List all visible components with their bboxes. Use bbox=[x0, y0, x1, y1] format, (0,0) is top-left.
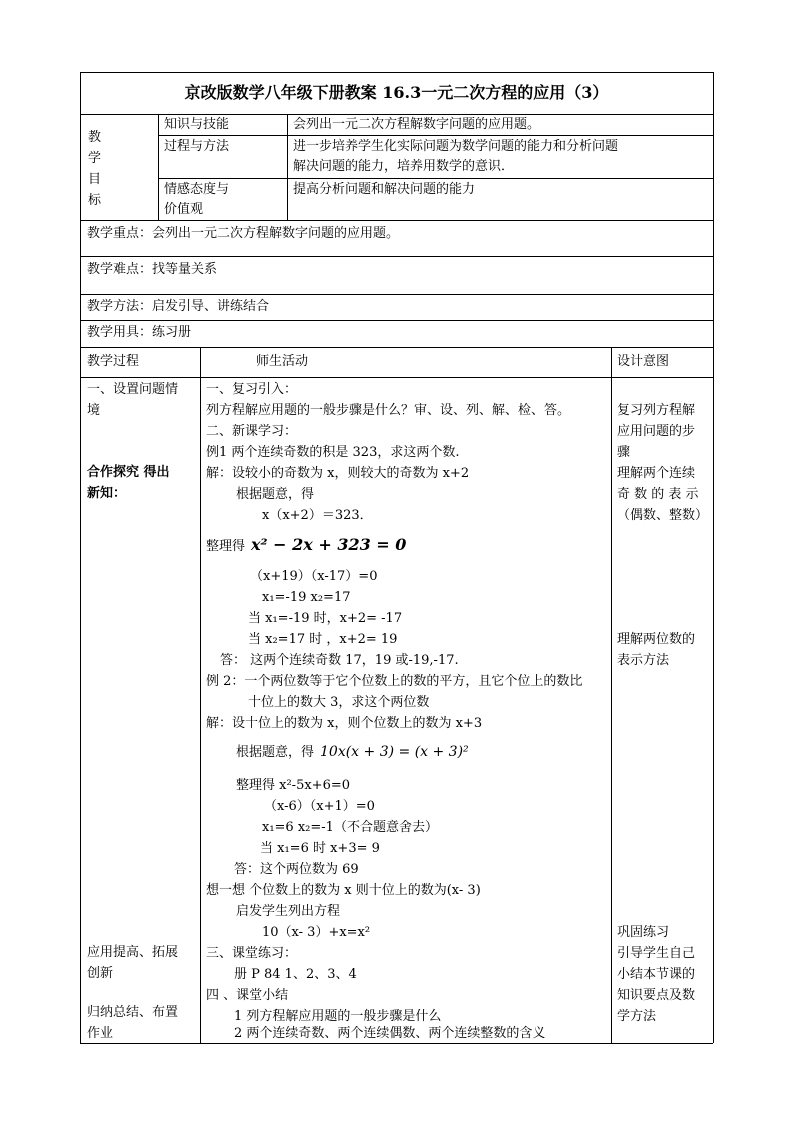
process-header-col1: 教学过程 bbox=[87, 354, 140, 369]
table-rule bbox=[158, 135, 713, 136]
objectives-label bbox=[88, 127, 118, 211]
difficulty: 教学难点：找等量关系 bbox=[87, 262, 218, 277]
equation-example2: 10x(x + 3) = (x + 3)² bbox=[320, 744, 469, 760]
activity-line: 当 x₂=17 时 ，x+2= 19 bbox=[248, 632, 398, 647]
page-title: 京改版数学八年级下册教案 16.3一元二次方程的应用（3） bbox=[184, 83, 609, 102]
activity-line: 整理得 x²-5x+6=0 bbox=[236, 778, 350, 793]
activity-line: 2 两个连续奇数、两个连续偶数、两个连续整数的含义 bbox=[234, 1026, 546, 1041]
table-right-border bbox=[713, 72, 714, 1043]
stage-3-line1: 应用提高、拓展 bbox=[87, 945, 179, 960]
table-rule bbox=[80, 320, 713, 321]
table-rule bbox=[80, 220, 713, 221]
objective-content-attitude: 提高分析问题和解决问题的能力 bbox=[293, 182, 476, 197]
stage-4-line1: 归纳总结、布置 bbox=[87, 1005, 179, 1020]
activity-line: 1 列方程解应用题的一般步骤是什么 bbox=[234, 1009, 442, 1024]
activity-line: x₁=6 x₂=-1（不合题意舍去） bbox=[262, 820, 438, 835]
table-rule bbox=[200, 347, 201, 1043]
design-line: 复习列方程解 bbox=[617, 403, 696, 418]
table-rule bbox=[80, 294, 713, 295]
activity-line: 例1 两个连续奇数的积是 323，求这两个数. bbox=[206, 445, 460, 460]
design-line: 奇 数 的 表 示 bbox=[617, 487, 699, 502]
process-header-col3: 设计意图 bbox=[617, 354, 670, 369]
stage-1-line1: 一、设置问题情 bbox=[87, 382, 179, 397]
equation-example1: x² − 2x + 323 = 0 bbox=[251, 535, 407, 554]
method: 教学方法：启发引导、讲练结合 bbox=[87, 299, 270, 314]
activity-line: 三、课堂练习： bbox=[206, 946, 298, 961]
activity-line: （x-6）（x+1）=0 bbox=[264, 799, 375, 814]
activity-line: 当 x₁=-19 时，x+2= -17 bbox=[248, 611, 403, 626]
activity-line: 10（x- 3）+x=x² bbox=[262, 925, 371, 940]
activity-line: （x+19）（x-17）=0 bbox=[250, 569, 378, 584]
objective-name-knowledge: 知识与技能 bbox=[164, 117, 230, 132]
design-line: （偶数、整数） bbox=[617, 508, 709, 523]
objectives-label-char: 学 bbox=[88, 151, 102, 166]
objective-name-process: 过程与方法 bbox=[164, 139, 230, 154]
design-line: 表示方法 bbox=[617, 653, 670, 668]
activity-line: 根据题意，得 bbox=[236, 745, 315, 760]
activity-line: x（x+2）＝323． bbox=[262, 508, 373, 523]
key-point: 教学重点：会列出一元二次方程解数字问题的应用题。 bbox=[87, 226, 400, 241]
activity-line: 四 、课堂小结 bbox=[206, 988, 289, 1003]
activity-line: x₁=-19 x₂=17 bbox=[262, 590, 351, 605]
table-rule bbox=[158, 178, 713, 179]
activity-line: 启发学生列出方程 bbox=[236, 904, 341, 919]
objective-name-attitude: 情感态度与 bbox=[164, 182, 230, 197]
activity-line: 例 2：一个两位数等于它个位数上的数的平方，且它个位上的数比 bbox=[206, 674, 583, 689]
objectives-label-char: 教 bbox=[88, 130, 102, 145]
table-rule bbox=[287, 114, 288, 220]
activity-line: 册 P 84 1、2、3、4 bbox=[234, 967, 357, 982]
design-line: 学方法 bbox=[617, 1009, 657, 1024]
design-line: 引导学生自己 bbox=[617, 946, 696, 961]
design-line: 小结本节课的 bbox=[617, 967, 696, 982]
objective-content-process-2: 解决问题的能力，培养用数学的意识． bbox=[293, 159, 515, 174]
design-line: 理解两位数的 bbox=[617, 632, 696, 647]
objective-name-attitude-2: 价值观 bbox=[164, 202, 204, 217]
table-rule bbox=[80, 256, 713, 257]
table-rule bbox=[80, 347, 713, 348]
process-header-col2: 师生活动 bbox=[256, 354, 309, 369]
table-rule bbox=[158, 114, 159, 220]
activity-line: 想一想 个位数上的数为 x 则十位上的数为(x- 3) bbox=[206, 883, 481, 898]
stage-1-line2: 境 bbox=[87, 403, 101, 418]
activity-line: 答： 这两个连续奇数 17，19 或-19,-17. bbox=[220, 653, 459, 668]
tools: 教学用具：练习册 bbox=[87, 325, 192, 340]
design-line: 理解两个连续 bbox=[617, 466, 696, 481]
design-line: 骤 bbox=[617, 445, 631, 460]
activity-line: 二、新课学习： bbox=[206, 424, 298, 439]
table-left-border bbox=[80, 72, 81, 1043]
activity-line: 十位上的数大 3，求这个两位数 bbox=[248, 695, 430, 710]
objectives-label-char: 目 bbox=[88, 172, 102, 187]
objective-content-process-1: 进一步培养学生化实际问题为数学问题的能力和分析问题 bbox=[293, 139, 619, 154]
activity-line: 一、复习引入： bbox=[206, 382, 298, 397]
objective-content-knowledge: 会列出一元二次方程解数字问题的应用题。 bbox=[293, 117, 541, 132]
activity-line: 解：设较小的奇数为 x，则较大的奇数为 x+2 bbox=[206, 466, 470, 481]
design-line: 巩固练习 bbox=[617, 925, 670, 940]
activity-line: 整理得 bbox=[206, 539, 246, 554]
stage-2-line2: 新知： bbox=[87, 486, 127, 501]
activity-line: 当 x₁=6 时 x+3= 9 bbox=[260, 841, 380, 856]
stage-3-line2: 创新 bbox=[87, 966, 114, 981]
activity-line: 答：这个两位数为 69 bbox=[234, 862, 359, 877]
stage-2-line1: 合作探究 得出 bbox=[87, 465, 170, 480]
table-top-border bbox=[80, 72, 713, 73]
objectives-label-char: 标 bbox=[88, 193, 102, 208]
activity-line: 根据题意，得 bbox=[236, 487, 315, 502]
activity-line: 解：设十位上的数为 x，则个位数上的数为 x+3 bbox=[206, 716, 483, 731]
table-rule bbox=[611, 347, 612, 1043]
stage-4-line2: 作业 bbox=[87, 1026, 114, 1041]
design-line: 知识要点及数 bbox=[617, 988, 696, 1003]
table-rule bbox=[80, 377, 713, 378]
design-line: 应用问题的步 bbox=[617, 424, 696, 439]
activity-line: 列方程解应用题的一般步骤是什么？审、设、列、解、检、答。 bbox=[206, 403, 571, 418]
